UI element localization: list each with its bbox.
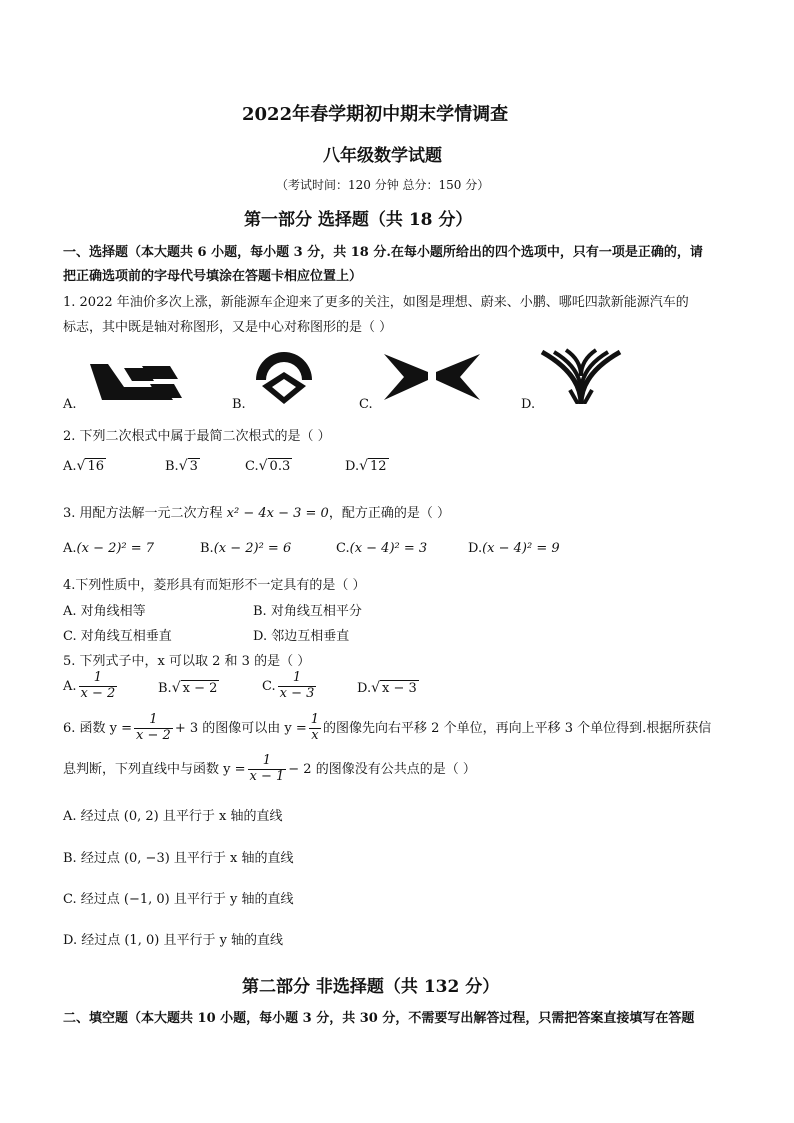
q3-equation: x² − 4x − 3 = 0 xyxy=(226,506,329,521)
part1-instructions-line1: 一、选择题（本大题共 6 小题，每小题 3 分，共 18 分.在每小题所给出的四个选项中，只有一项是正确的，请 xyxy=(63,245,703,260)
q3-option-b-letter: B. xyxy=(200,541,214,556)
q3-option-c-letter: C. xyxy=(336,541,350,556)
q3-option-b-expr: (x − 2)² = 6 xyxy=(213,541,292,556)
q5-stem: 5. 下列式子中，x 可以取 2 和 3 的是（ ） xyxy=(63,654,311,669)
q4-stem: 4.下列性质中，菱形具有而矩形不一定具有的是（ ） xyxy=(63,578,366,593)
q6-line1-frac-num: 1 xyxy=(149,712,158,727)
neta-logo-icon xyxy=(540,346,622,404)
q4-option-a: A. 对角线相等 xyxy=(63,604,146,619)
exam-info: （考试时间：120 分钟 总分：150 分） xyxy=(276,178,490,192)
q6-line1-b: + 3 的图像可以由 y = xyxy=(174,720,307,736)
q6-stem-line2 xyxy=(63,754,476,785)
q5-option-b: B.√ x − 2 xyxy=(158,680,218,696)
q6-line1-frac2-num: 1 xyxy=(310,712,320,727)
q2-option-c-letter: C. xyxy=(245,459,259,474)
q1-option-a-label: A. xyxy=(63,397,77,412)
q2-option-b-radicand: 3 xyxy=(189,459,198,474)
q1-stem-line1: 1. 2022 年油价多次上涨，新能源车企迎来了更多的关注，如图是理想、蔚来、小鹏、哪吒四款新能源汽车的 xyxy=(63,295,689,310)
q4-option-b: B. 对角线互相平分 xyxy=(253,604,362,619)
q3-option-d-letter: D. xyxy=(468,541,483,556)
q3-option-d-expr: (x − 4)² = 9 xyxy=(482,541,560,556)
q3-stem-prefix: 3. 用配方法解一元二次方程 xyxy=(63,506,227,521)
exam-title: 2022年春学期初中期末学情调查 xyxy=(242,104,509,125)
q2-option-a: A.√ 16 xyxy=(63,458,104,474)
q5-option-a-den: x − 2 xyxy=(80,685,116,701)
q5-option-d: D.√ x − 3 xyxy=(357,680,417,696)
q6-line1-a: 6. 函数 y = xyxy=(63,720,133,736)
q2-option-b: B.√ 3 xyxy=(165,458,198,474)
q2-option-d-letter: D. xyxy=(345,459,360,474)
q1-option-b-label: B. xyxy=(232,397,246,412)
q6-option-d: D. 经过点 (1, 0) 且平行于 y 轴的直线 xyxy=(63,933,284,948)
q1-option-c-label: C. xyxy=(359,397,373,412)
q1-stem-line2: 标志，其中既是轴对称图形，又是中心对称图形的是（ ） xyxy=(63,320,393,335)
q4-option-c: C. 对角线互相垂直 xyxy=(63,629,172,644)
q5-option-a-num: 1 xyxy=(93,670,103,685)
q5-option-d-letter: D. xyxy=(357,681,372,696)
q3-option-b xyxy=(200,541,291,556)
xpeng-logo-icon xyxy=(384,352,480,402)
q6-line1-frac2-den: x xyxy=(309,728,321,744)
q1-option-d-label: D. xyxy=(521,397,536,412)
part2-instructions-line1: 二、填空题（本大题共 10 小题，每小题 3 分，共 30 分，不需要写出解答过程，只需把答案直接填写在答题 xyxy=(63,1011,695,1026)
q3-option-c-expr: (x − 4)² = 3 xyxy=(349,541,428,556)
q2-option-d: D.√ 12 xyxy=(345,458,387,474)
q6-line1-c: 的图像先向右平移 2 个单位，再向上平移 3 个单位得到.根据所获信 xyxy=(323,720,712,736)
q5-option-c xyxy=(262,671,318,702)
q3-stem-suffix: ，配方正确的是（ ） xyxy=(328,506,450,521)
q3-option-d xyxy=(468,541,560,556)
q6-line2-frac-den: x − 1 xyxy=(249,768,285,784)
q5-option-b-letter: B. xyxy=(158,681,172,696)
exam-subtitle: 八年级数学试题 xyxy=(323,146,442,166)
part2-heading: 第二部分 非选择题（共 132 分） xyxy=(242,977,500,997)
q6-line2-b: − 2 的图像没有公共点的是（ ） xyxy=(288,761,476,777)
q3-option-c xyxy=(336,541,427,556)
q3-stem xyxy=(63,502,450,521)
q5-option-a-letter: A. xyxy=(63,678,77,694)
q2-option-d-radicand: 12 xyxy=(370,459,387,474)
nio-logo-icon xyxy=(252,346,316,406)
li-auto-logo-icon xyxy=(88,360,188,405)
q5-option-a xyxy=(63,671,119,702)
q3-option-a-expr: (x − 2)² = 7 xyxy=(76,541,155,556)
q6-option-c: C. 经过点 (−1, 0) 且平行于 y 轴的直线 xyxy=(63,892,294,907)
q2-option-a-letter: A. xyxy=(63,459,77,474)
q5-option-b-radicand: x − 2 xyxy=(182,681,218,696)
q6-option-a: A. 经过点 (0, 2) 且平行于 x 轴的直线 xyxy=(63,809,283,824)
q3-option-a xyxy=(63,541,154,556)
q5-option-c-letter: C. xyxy=(262,678,276,694)
q6-stem-line1 xyxy=(63,713,711,744)
q2-option-b-letter: B. xyxy=(165,459,179,474)
q3-option-a-letter: A. xyxy=(63,541,77,556)
q5-option-c-den: x − 3 xyxy=(279,685,315,701)
q6-option-b: B. 经过点 (0, −3) 且平行于 x 轴的直线 xyxy=(63,851,294,866)
q6-line2-frac-num: 1 xyxy=(262,753,272,768)
q6-line1-frac-den: x − 2 xyxy=(136,727,171,743)
part1-heading: 第一部分 选择题（共 18 分） xyxy=(244,210,473,230)
q2-stem: 2. 下列二次根式中属于最简二次根式的是（ ） xyxy=(63,429,331,444)
q2-option-c-radicand: 0.3 xyxy=(269,459,291,474)
q4-option-d: D. 邻边互相垂直 xyxy=(253,629,350,644)
q2-option-c: C.√ 0.3 xyxy=(245,458,291,474)
q5-option-c-num: 1 xyxy=(292,670,302,685)
part1-instructions-line2: 把正确选项前的字母代号填涂在答题卡相应位置上） xyxy=(63,269,363,284)
q6-line2-a: 息判断，下列直线中与函数 y = xyxy=(63,761,246,777)
q5-option-d-radicand: x − 3 xyxy=(382,681,417,696)
q2-option-a-radicand: 16 xyxy=(87,459,104,474)
